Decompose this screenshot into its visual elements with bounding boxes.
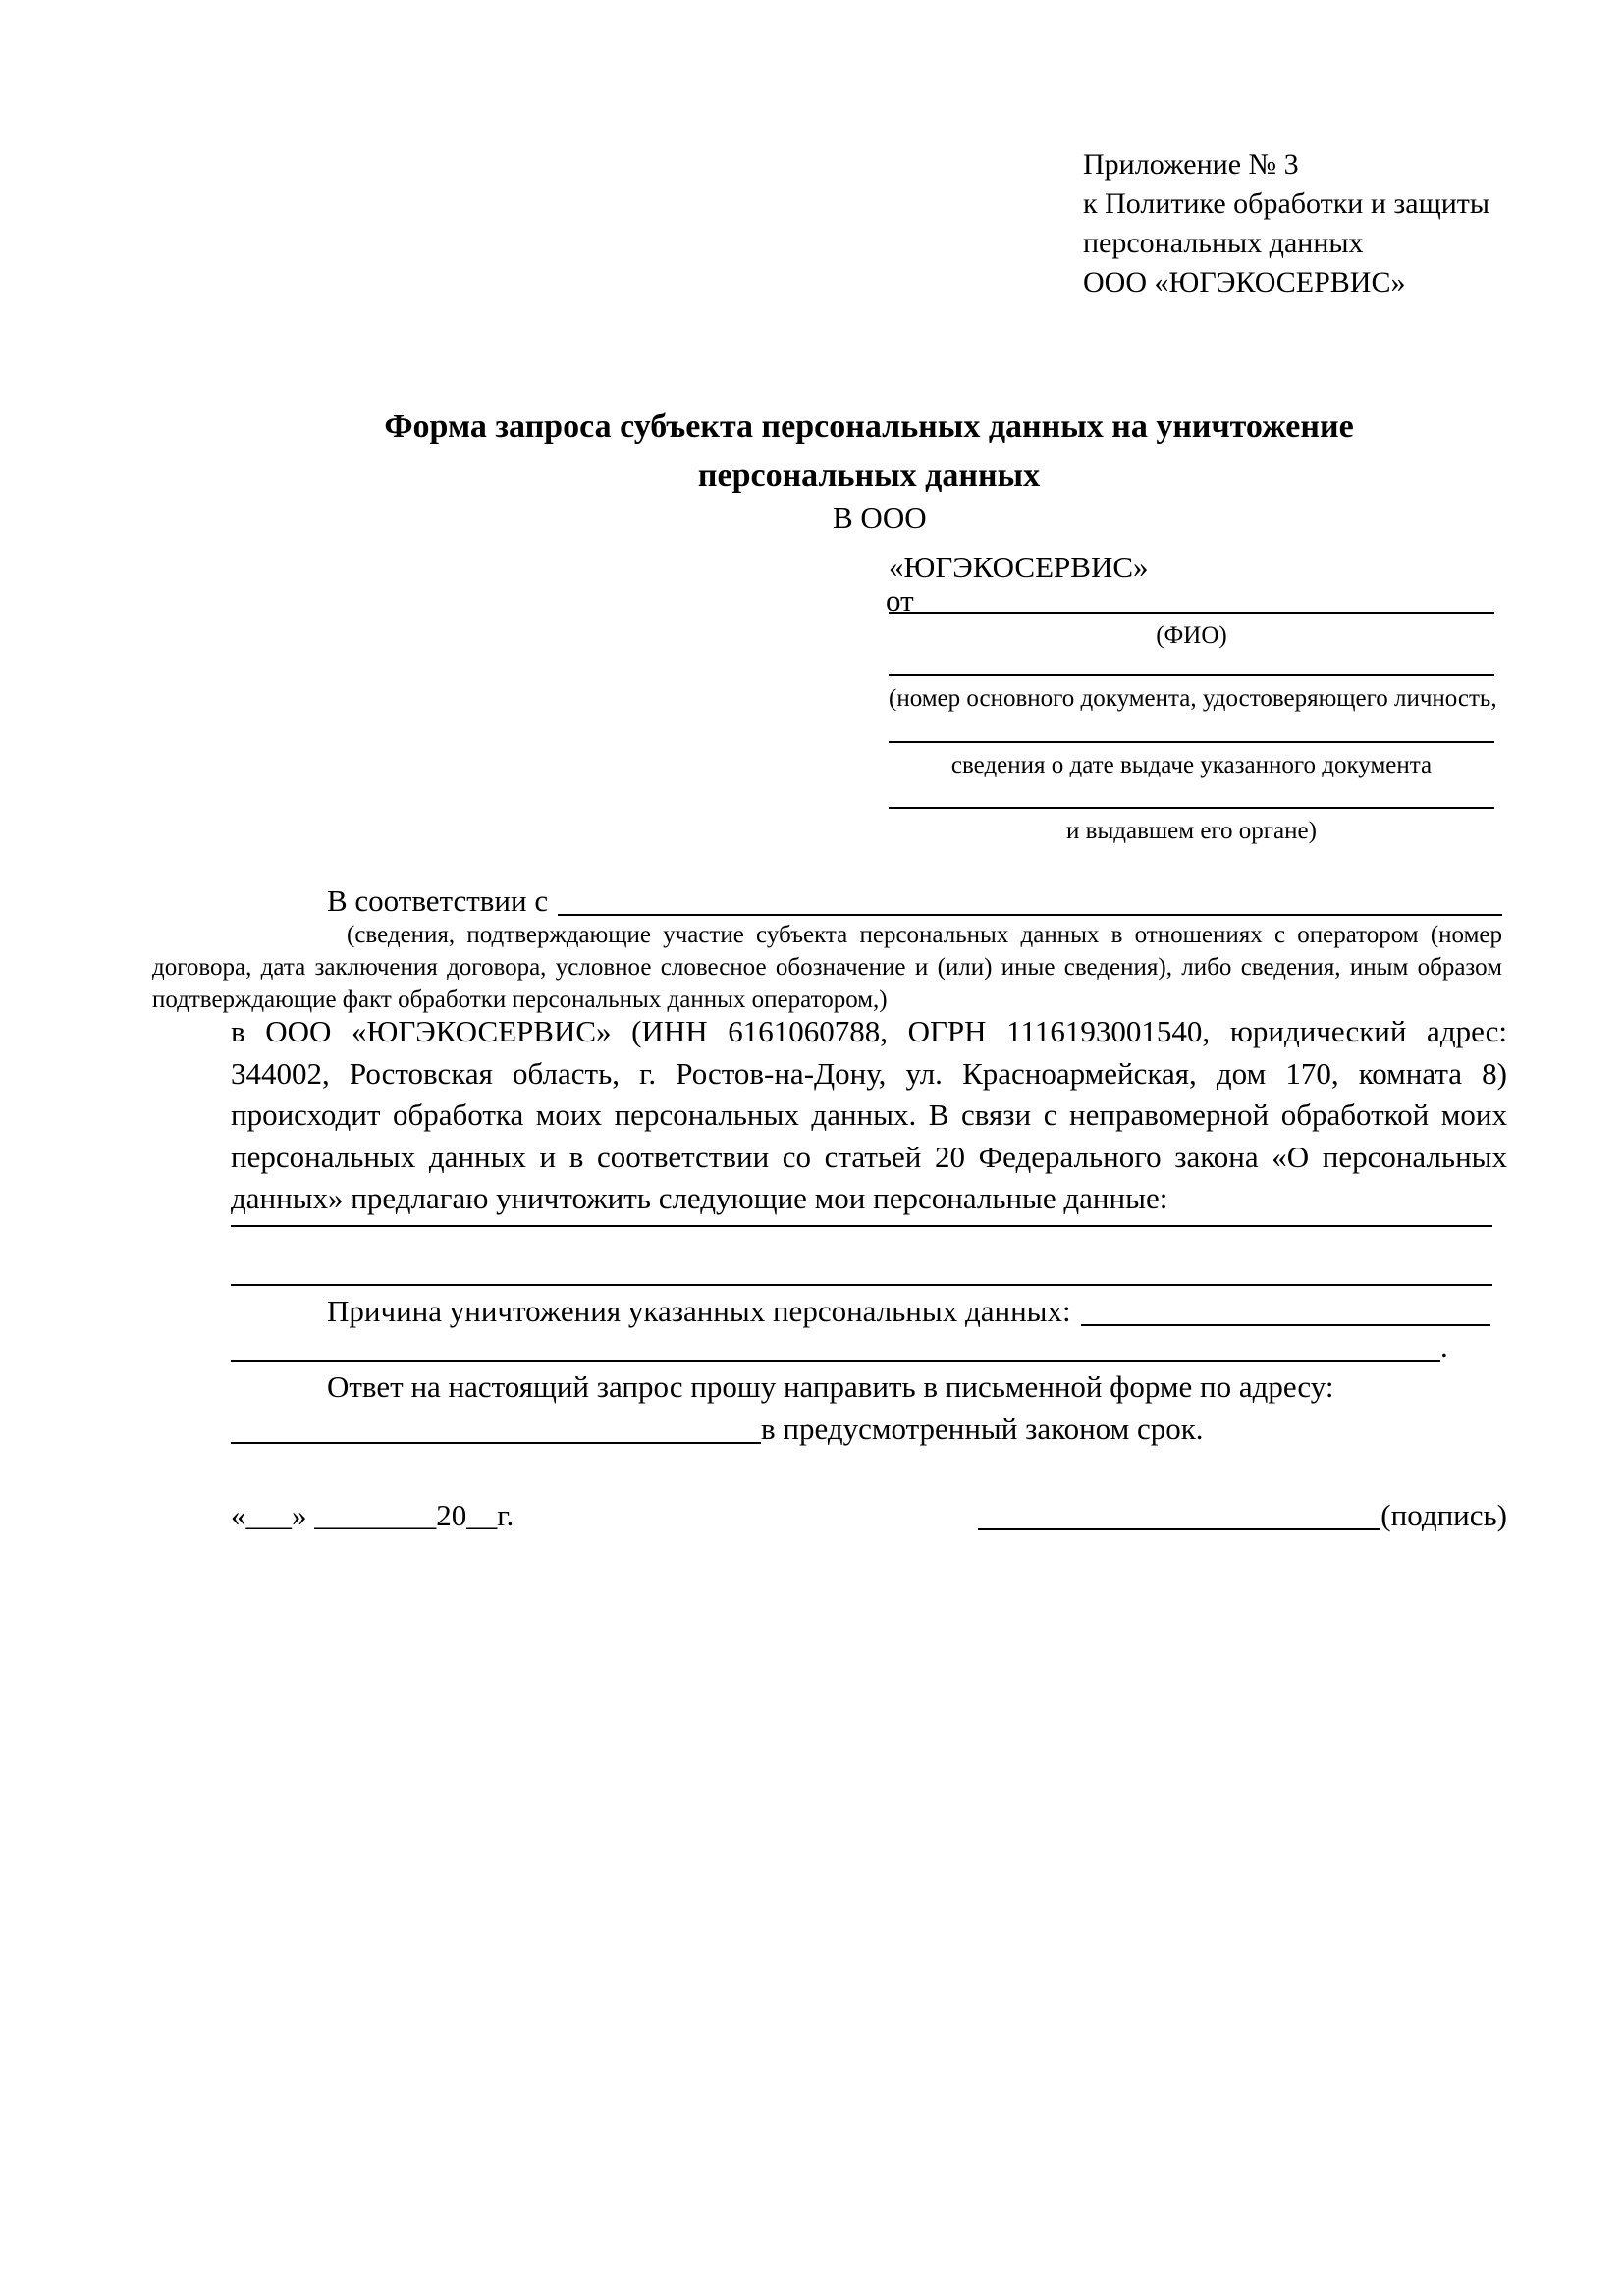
document-title-wrap [231,402,1507,501]
footer-row [231,1496,1507,1535]
issue-date-blank-line[interactable] [889,741,1494,743]
addressee-company: «ЮГЭКОСЕРВИС» [889,550,1149,584]
accordance-lead: В соответствии с [327,883,549,918]
signature-caption: (подпись) [1380,1498,1507,1532]
fio-caption: (ФИО) [1156,622,1227,649]
reason-label: Причина уничтожения указанных персональных данных: [327,1294,1071,1328]
response-tail: в предусмотренный законом срок. [761,1412,1204,1446]
reason-continuation-row [231,1327,1502,1366]
reason-blank-line-2[interactable] [231,1327,1440,1362]
issue-date-caption: сведения о дате выдаче указанного документа [950,752,1433,778]
appendix-header [1083,145,1489,302]
addressee-from-label: от [886,583,914,617]
policy-reference-line2: персональных данных [1083,227,1364,259]
address-blank-line[interactable] [231,1410,761,1444]
data-blank-line-2[interactable] [231,1284,1492,1286]
accordance-row [327,881,1502,921]
response-paragraph: Ответ на настоящий запрос прошу направить в письменной форме по адресу: [327,1369,1334,1404]
issuing-authority-caption: и выдавшем его органе) [1066,818,1317,844]
issuing-authority-blank-line[interactable] [889,807,1494,809]
fio-blank-line[interactable] [889,612,1494,614]
data-blank-line-1[interactable] [231,1225,1492,1227]
date-template[interactable]: «___» ________20__г. [231,1498,514,1532]
document-number-blank-line[interactable] [889,674,1494,676]
document-title: Форма запроса субъекта персональных данных на уничтожение персональных данных [384,408,1354,494]
reason-row [327,1292,1490,1331]
main-paragraph: в ООО «ЮГЭКОСЕРВИС» (ИНН 6161060788, ОГРН 1116193001540, юридический адрес: 344002, Ростовская область, г. Ростов-на-Дону, ул. Красноармейская, дом 170, комната 8) происходит обработка моих персональных данных. В связи с неправомерной обработкой моих персональных данных и в соответствии со статьей 20 Федерального закона «О персональных данных» предлагаю уничтожить следующие мои персональные данные: [231,1014,1507,1215]
accordance-blank-line[interactable] [558,881,1502,916]
signature-blank-line[interactable] [978,1496,1380,1530]
company-name-header: ООО «ЮГЭКОСЕРВИС» [1083,266,1406,298]
policy-reference-line: к Политике обработки и защиты [1083,187,1490,220]
reason-period: . [1440,1329,1448,1363]
signature-group [978,1496,1507,1535]
response-address-row [231,1410,1507,1449]
appendix-number: Приложение № 3 [1083,148,1299,181]
accordance-footnote: (сведения, подтверждающие участие субъекта персональных данных в отношениях с оператором (номер договора, дата заключения договора, условное словесное обозначение и (или) иные сведения), либо сведения, иным образом подтверждающие факт обработки персональных данных оператором,) [152,922,1502,1013]
addressee-to-label: В ООО [833,501,927,535]
document-number-caption: (номер основного документа, удостоверяющего личность, [889,685,1497,712]
reason-blank-line[interactable] [1081,1292,1490,1326]
